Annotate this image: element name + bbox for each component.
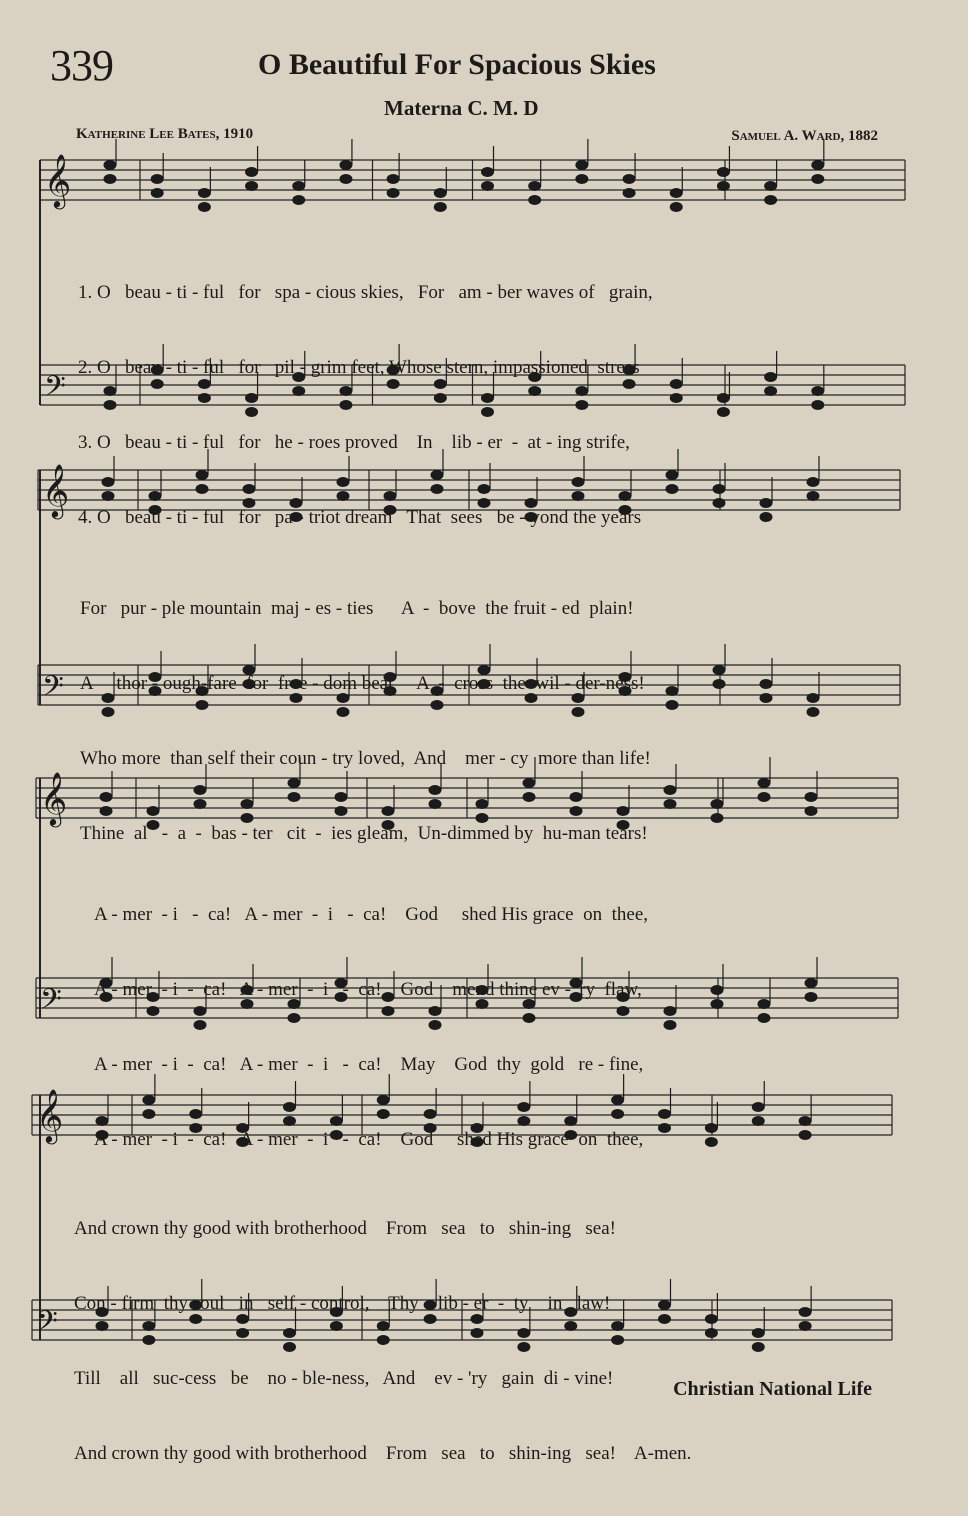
note-head: [758, 779, 770, 788]
lyricist-credit: Katherine Lee Bates, 1910: [76, 126, 254, 142]
note-head: [807, 478, 819, 487]
note-head: [713, 666, 725, 675]
lyric-line: A thor - ough-fare for free - dom beat A - cross the wil - der-ness!: [80, 673, 645, 694]
note-head: [623, 175, 635, 184]
note-head: [198, 189, 210, 198]
note-head: [664, 786, 676, 795]
note-head: [387, 189, 399, 198]
lyric-line: For pur - ple mountain maj - es - ties A - bove the fruit - ed plain!: [80, 598, 634, 619]
note-head: [812, 161, 824, 170]
treble-clef-icon: 𝄞: [42, 463, 70, 517]
note-head: [805, 793, 817, 802]
note-head: [670, 189, 682, 198]
note-head: [807, 492, 819, 501]
bass-clef-icon: 𝄢: [36, 1305, 58, 1345]
note-head: [705, 1138, 717, 1147]
note-head: [670, 394, 682, 403]
lyric-line: 2. O beau - ti - ful for pil - grim feet, Whose stern, impassioned stress: [78, 357, 640, 378]
verse-lyrics-system-2: [80, 546, 651, 896]
note-head: [246, 182, 258, 191]
note-head: [340, 161, 352, 170]
verse-lyrics-system-1: [78, 230, 653, 580]
note-head: [664, 800, 676, 809]
note-head: [104, 175, 116, 184]
hymn-number: 339: [50, 41, 113, 90]
note-head: [434, 203, 446, 212]
note-head: [705, 1124, 717, 1133]
note-head: [805, 807, 817, 816]
lyric-line: 1. O beau - ti - ful for spa - cious skies, For am - ber waves of grain,: [78, 282, 653, 303]
note-head: [151, 175, 163, 184]
lyric-line: A - mer - i - ca! A - mer - i - ca! May God thy gold re - fine,: [94, 1054, 644, 1075]
note-head: [807, 694, 819, 703]
note-head: [104, 161, 116, 170]
note-head: [576, 175, 588, 184]
composer-credit: Samuel A. Ward, 1882: [731, 128, 878, 144]
note-head: [805, 979, 817, 988]
note-head: [659, 1110, 671, 1119]
tune-name: Materna C. M. D: [384, 96, 539, 120]
lyric-line: Who more than self their coun - try loved, And mer - cy more than life!: [80, 748, 651, 769]
note-head: [340, 175, 352, 184]
note-head: [760, 680, 772, 689]
note-head: [711, 986, 723, 995]
note-head: [760, 499, 772, 508]
note-head: [151, 189, 163, 198]
note-head: [711, 1000, 723, 1009]
note-head: [752, 1329, 764, 1338]
lyric-line: And crown thy good with brotherhood From sea to shin-ing sea! A-men.: [74, 1443, 692, 1464]
note-head: [482, 168, 494, 177]
note-head: [760, 694, 772, 703]
note-head: [799, 1322, 811, 1331]
hymn-title: O Beautiful For Spacious Skies: [258, 48, 656, 81]
lyric-line: Till all suc-cess be no - ble-ness, And ev - 'ry gain di - vine!: [74, 1368, 614, 1389]
note-head: [711, 814, 723, 823]
note-head: [758, 793, 770, 802]
note-head: [717, 182, 729, 191]
note-head: [482, 182, 494, 191]
note-head: [713, 499, 725, 508]
note-head: [246, 168, 258, 177]
note-head: [293, 182, 305, 191]
note-head: [752, 1117, 764, 1126]
note-head: [664, 1007, 676, 1016]
note-head: [529, 196, 541, 205]
note-head: [576, 161, 588, 170]
treble-clef-icon: 𝄞: [36, 1088, 64, 1142]
note-head: [812, 387, 824, 396]
lyric-line: A - mer - i - ca! A - mer - i - ca! God mend thine ev - 'ry flaw,: [94, 979, 642, 1000]
hymn-topic: Christian National Life: [673, 1378, 872, 1400]
note-head: [812, 175, 824, 184]
note-head: [659, 1124, 671, 1133]
note-head: [434, 189, 446, 198]
bass-clef-icon: 𝄢: [44, 370, 66, 410]
note-head: [666, 701, 678, 710]
note-head: [705, 1329, 717, 1338]
note-head: [705, 1315, 717, 1324]
note-head: [717, 394, 729, 403]
note-head: [670, 203, 682, 212]
note-head: [799, 1131, 811, 1140]
note-head: [623, 189, 635, 198]
lyric-line: 4. O beau - ti - ful for pa - triot dream That sees be - yond the years: [78, 507, 642, 528]
note-head: [666, 687, 678, 696]
note-head: [717, 408, 729, 417]
lyric-line: Con - firm thy soul in self - control, Thy lib - er - ty in law!: [74, 1293, 611, 1314]
note-head: [758, 1014, 770, 1023]
note-head: [760, 513, 772, 522]
lyric-line: Thine al - a - bas - ter cit - ies gleam, Un-dimmed by hu-man tears!: [80, 823, 648, 844]
note-head: [664, 1021, 676, 1030]
note-head: [711, 800, 723, 809]
note-head: [666, 471, 678, 480]
note-head: [529, 182, 541, 191]
treble-clef-icon: 𝄞: [40, 771, 68, 825]
lyric-line: And crown thy good with brotherhood From sea to shin-ing sea!: [74, 1218, 616, 1239]
note-head: [812, 401, 824, 410]
treble-clef-icon: 𝄞: [44, 153, 72, 207]
note-head: [807, 708, 819, 717]
note-head: [666, 485, 678, 494]
note-head: [670, 380, 682, 389]
note-head: [799, 1308, 811, 1317]
verse-lyrics-system-4: [74, 1166, 691, 1516]
lyric-line: 3. O beau - ti - ful for he - roes proved In lib - er - at - ing strife,: [78, 432, 630, 453]
note-head: [765, 373, 777, 382]
note-head: [387, 175, 399, 184]
lyric-line: A - mer - i - ca! A - mer - i - ca! God shed His grace on thee,: [94, 1129, 644, 1150]
note-head: [752, 1103, 764, 1112]
note-head: [713, 680, 725, 689]
bass-clef-icon: 𝄢: [42, 670, 64, 710]
note-head: [713, 485, 725, 494]
note-head: [758, 1000, 770, 1009]
note-head: [765, 196, 777, 205]
note-head: [293, 196, 305, 205]
lyric-line: A - mer - i - ca! A - mer - i - ca! God shed His grace on thee,: [94, 904, 648, 925]
note-head: [717, 168, 729, 177]
note-head: [799, 1117, 811, 1126]
note-head: [765, 387, 777, 396]
verse-lyrics-system-3: [94, 852, 648, 1202]
note-head: [805, 993, 817, 1002]
note-head: [765, 182, 777, 191]
note-head: [198, 203, 210, 212]
note-head: [752, 1343, 764, 1352]
bass-clef-icon: 𝄢: [40, 983, 62, 1023]
